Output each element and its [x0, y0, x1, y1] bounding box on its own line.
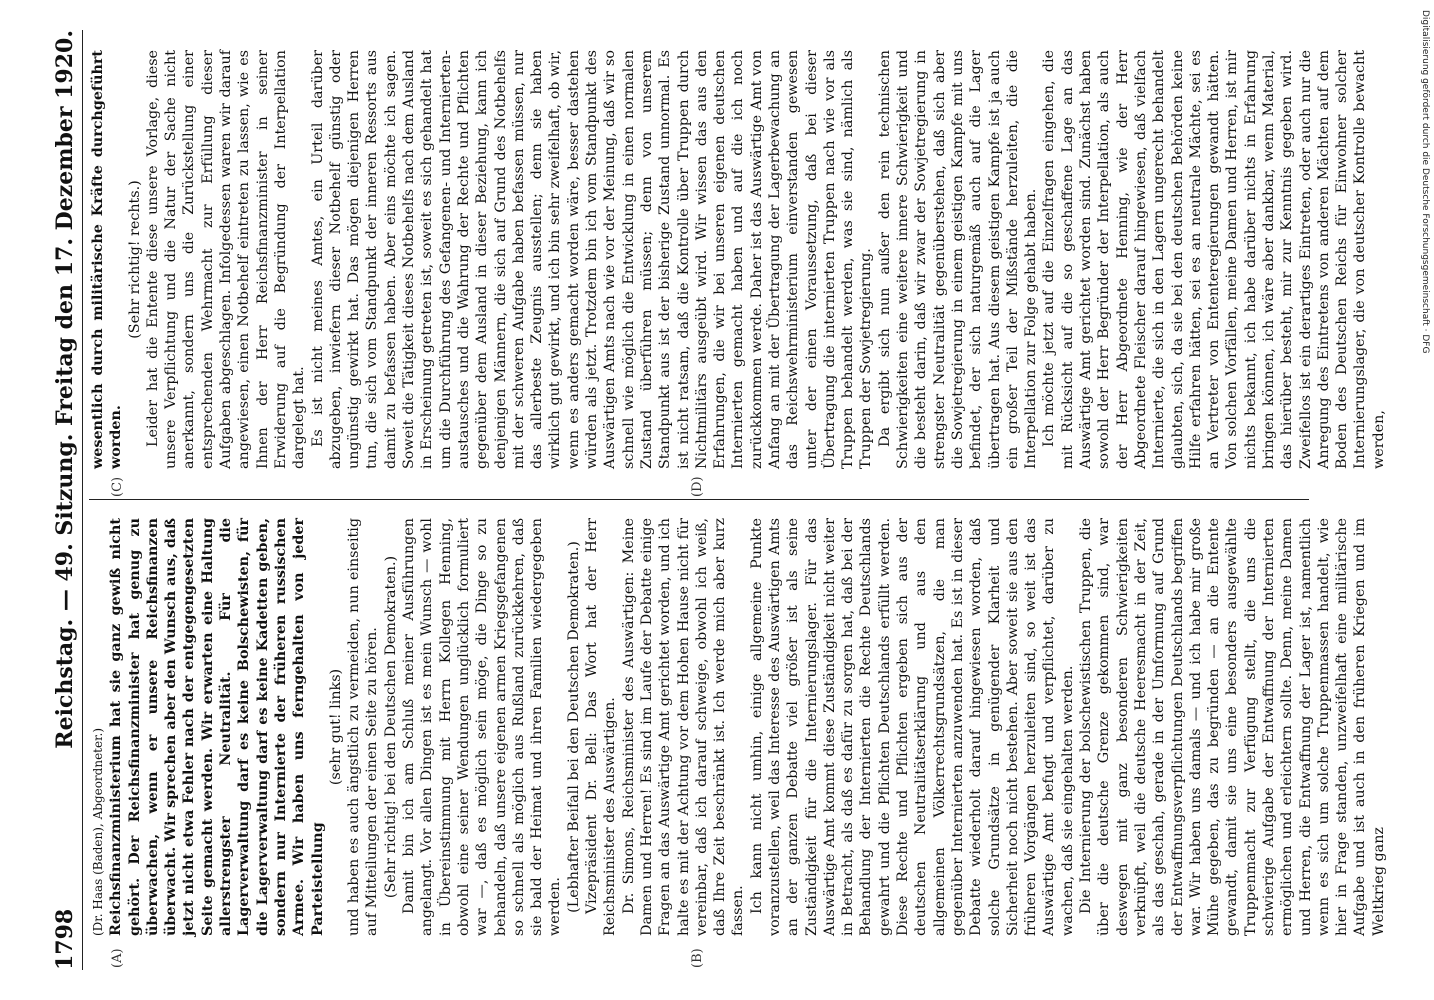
section-marker-d: (D) [690, 476, 705, 497]
page-header [52, 30, 83, 970]
paragraph: Dr. Simons, Reichsminister des Auswärtigen: Meine Damen und Herren! Es sind im Laufe der Debatte einige Fragen an das Auswärtige Amt gerichtet worden, und ich halte es mit der Achtung vor dem Hohen Hause nicht für vereinbar, daß ich darauf schweige, obwohl ich weiß, daß Ihre Zeit beschränkt ist. Ich werde mich aber kurz fassen. [620, 518, 747, 936]
paragraph: Es ist nicht meines Amtes, ein Urteil darüber abzugeben, inwiefern dieser Notbehelf günstig oder ungünstig gewirkt hat. Das mögen diejenigen Herren tun, die sich vom Standpunkt der inneren Ressorts aus damit zu befassen haben. Aber eins möchte ich sagen. Soweit die Tätigkeit dieses Notbehelfs nach dem Ausland in Erscheinung getreten ist, soweit es sich gehandelt hat um die Durchführung des Gefangenen- und Internierten-austausches und die Wahrung der Rechte und Pflichten gegenüber dem Ausland in dieser Beziehung, kann ich denjenigen Männern, die sich auf Grund des Notbehelfs mit der schweren Aufgabe haben befassen müssen, nur das allerbeste Zeugnis ausstellen; denn sie haben wirklich gut gewirkt, und ich bin sehr zweifelhaft, ob wir, wenn es anders gemacht worden wäre, besser dastehen würden als jetzt. Trotzdem bin ich vom Standpunkt des Auswärtigen Amts nach wie vor der Meinung, daß wir so schnell wie möglich die Entwicklung in einen normalen Zustand überführen müssen; denn von unserem Standpunkt aus ist der bisherige Zustand unnormal. Es ist nicht ratsam, daß die Kontrolle über Truppen durch Nichtmilitärs ausgeübt wird. Wir wissen das aus den Erfahrungen, die wir bei unseren eigenen deutschen Internierten gemacht haben und auf die ich noch zurückkommen werde. Daher ist das Auswärtige Amt von Anfang an mit der Übertragung der Lagerbewachung an das Reichswehrministerium einverstanden gewesen unter der einen Voraussetzung, daß bei dieser Übertragung die internierten Truppen nach wie vor als Truppen behandelt werden, was sie sind, nämlich als Truppen der Sowjetregierung. [309, 50, 875, 469]
interjection: (Sehr richtig! bei den Deutschen Demokraten.) [382, 555, 399, 899]
section-marker-b: (B) [690, 948, 705, 968]
paragraph: Vizepräsident Dr. Bell: Das Wort hat der Herr Reichsminister des Auswärtigen. [584, 518, 619, 936]
interjection: (Lebhafter Beifall bei den Deutschen Demokraten.) [565, 541, 582, 913]
paragraph: Die Internierung der bolschewistischen Truppen, die über die deutsche Grenze gekommen sind, war deswegen mit ganz besonderen Schwierigkeiten verknüpft, weil die deutsche Heeresmacht in der Zeit, als das geschah, gerade in der Umformung auf Grund der Entwaffnungsverpflichtungen Deutschlands begriffen war. Wir haben uns damals — und ich habe mir große Mühe gegeben, das zu begründen — an die Entente gewandt, damit sie uns eine besonders ausgewählte Truppenmacht zur Verfügung stellt, die uns die schwierige Aufgabe der Entwaffnung der Internierten ermöglichen und erleichtern sollte. Denn, meine Damen und Herren, die Entwaffnung der Lager ist, namentlich wenn es sich um solche Truppenmassen handelt, wie hier in Frage standen, unzweifelhaft eine militärische Aufgabe und ist auch in den früheren Kriegen und im Weltkrieg ganz [1078, 518, 1387, 936]
paragraph: Da ergibt sich nun außer den rein technischen Schwierigkeiten eine weitere innere Schwierigkeit und die besteht darin, daß wir zwar der Sowjetregierung in strengster Neutralität gegenüberstehen, daß sich aber die Sowjetregierung in einem geistigen Kampfe mit uns befindet, der sich naturgemäß auch auf die Lager übertragen hat. Aus diesem geistigen Kampfe ist ja auch ein großer Teil der Mißstände herzuleiten, die die Interpellation zur Folge gehabt haben. [876, 50, 1040, 469]
paragraph: Reichsfinanzministerium hat sie ganz gewiß nicht gehört. Der Reichsfinanzminister hat genug zu überwachen, wenn er unsere Reichsfinanzen überwacht. Wir sprechen aber den Wunsch aus, daß jetzt nicht etwa Fehler nach der entgegengesetzten Seite gemacht werden. Wir erwarten eine Haltung allerstrengster Neutralität. Für die Lagerverwaltung darf es keine Bolschewisten, für die Lagerverwaltung darf es keine Kadetten geben, sondern nur Internierte der früheren russischen Armee. Wir haben uns ferngehalten von jeder Parteistellung [108, 518, 326, 936]
speaker-intro: (Dr. Haas (Baden), Abgeordneter.) [91, 727, 105, 936]
paragraph: Ich kann nicht umhin, einige allgemeine Punkte voranzustellen, weil das Interesse des Auswärtigen Amts an der ganzen Debatte viel größer ist als seine Zuständigkeit für die Internierungslager. Für das Auswärtige Amt kommt diese Zuständigkeit nicht weiter in Betracht, als daß es dafür zu sorgen hat, daß bei der Behandlung der Internierten die Rechte Deutschlands gewahrt und die Pflichten Deutschlands erfüllt werden. Diese Rechte und Pflichten ergeben sich aus der deutschen Neutralitätserklärung und aus den allgemeinen Völkerrechtsgrundsätzen, die man gegenüber Internierten anzuwenden hat. Es ist in dieser Debatte wiederholt darauf hingewiesen worden, daß solche Grundsätze in genügender Klarheit und Sicherheit noch nicht bestehen. Aber soweit sie aus den früheren Vorgängen herzuleiten sind, so weit ist das Auswärtige Amt befugt und verpflichtet, darüber zu wachen, daß sie eingehalten werden. [748, 518, 1076, 936]
right-column [89, 30, 1387, 500]
paragraph: wesentlich durch militärische Kräfte durchgeführt worden. [90, 50, 125, 469]
interjection: (Sehr richtig! rechts.) [126, 180, 143, 339]
page-number: 1798 [52, 908, 78, 970]
paragraph: Ich möchte jetzt auf die Einzelfragen eingehen, die mit Rücksicht auf die so geschaffene Lage an das Auswärtige Amt gerichtet worden sind. Zunächst haben sowohl der Herr Begründer der Interpellation, als auch der Herr Abgeordnete Henning, wie der Herr Abgeordnete Fleischer darauf hingewiesen, daß vielfach Internierte, die sich in den Lagern ungerecht behandelt glaubten, sich, da sie bei den deutschen Behörden keine Hilfe erfahren hätten, sei es an neutrale Mächte, sei es an Vertreter von Ententeregierungen gewandt hätten. Von solchen Vorfällen, meine Damen und Herren, ist mir nichts bekannt, ich habe darüber nichts in Erfahrung bringen können, ich wäre aber dankbar, wenn Material, das hierüber besteht, mir zur Kenntnis gegeben wird. Zweifellos ist ein derartiges Eintreten, oder auch nur die Anregung des Eintretens von anderen Mächten auf dem Boden des Deutschen Reichs für Einwohner solcher Internierungslager, die von deutscher Kontrolle bewacht werden, [1041, 50, 1387, 469]
interjection: (sehr gut! links) [327, 668, 344, 786]
dfg-margin-note: Digitalisierung gefördert durch die Deutsche Forschungsgemeinschaft · DFG [1420, 10, 1430, 354]
page-title: Reichstag. — 49. Sitzung. Freitag den 17. Dezember 1920. [52, 30, 78, 749]
paragraph: und haben es auch ängstlich zu vermeiden, nun einseitig auf Mitteilungen der einen Seite zu hören. [346, 518, 381, 936]
section-marker-c: (C) [110, 476, 125, 497]
paragraph: Leider hat die Entente diese unsere Vorlage, diese unsere Verpflichtung und die Natur der Sache nicht anerkannt, sondern uns die Zurückstellung einer entsprechenden Wehrmacht zur Erfüllung dieser Aufgaben abgeschlagen. Infolgedessen waren wir darauf angewiesen, einen Notbehelf eintreten zu lassen, wie es Ihnen der Herr Reichsfinanzminister in seiner Erwiderung auf die Begründung der Interpellation dargelegt hat. [144, 50, 308, 469]
paragraph: Damit bin ich am Schluß meiner Ausführungen angelangt. Vor allen Dingen ist es mein Wunsch — wohl in Übereinstimmung mit Herrn Kollegen Henning, obwohl eine seiner Wendungen unglücklich formuliert war —, daß es möglich sein möge, die Dinge so zu behandeln, daß unsere eigenen armen Kriegsgefangenen so schnell als möglich aus Rußland zurückkehren, daß sie bald der Heimat und ihren Familien wiedergegeben werden. [401, 518, 564, 936]
text-columns [89, 30, 1387, 970]
newspaper-page [32, 0, 1402, 1000]
left-column [89, 500, 1387, 970]
section-marker-a: (A) [110, 948, 125, 968]
